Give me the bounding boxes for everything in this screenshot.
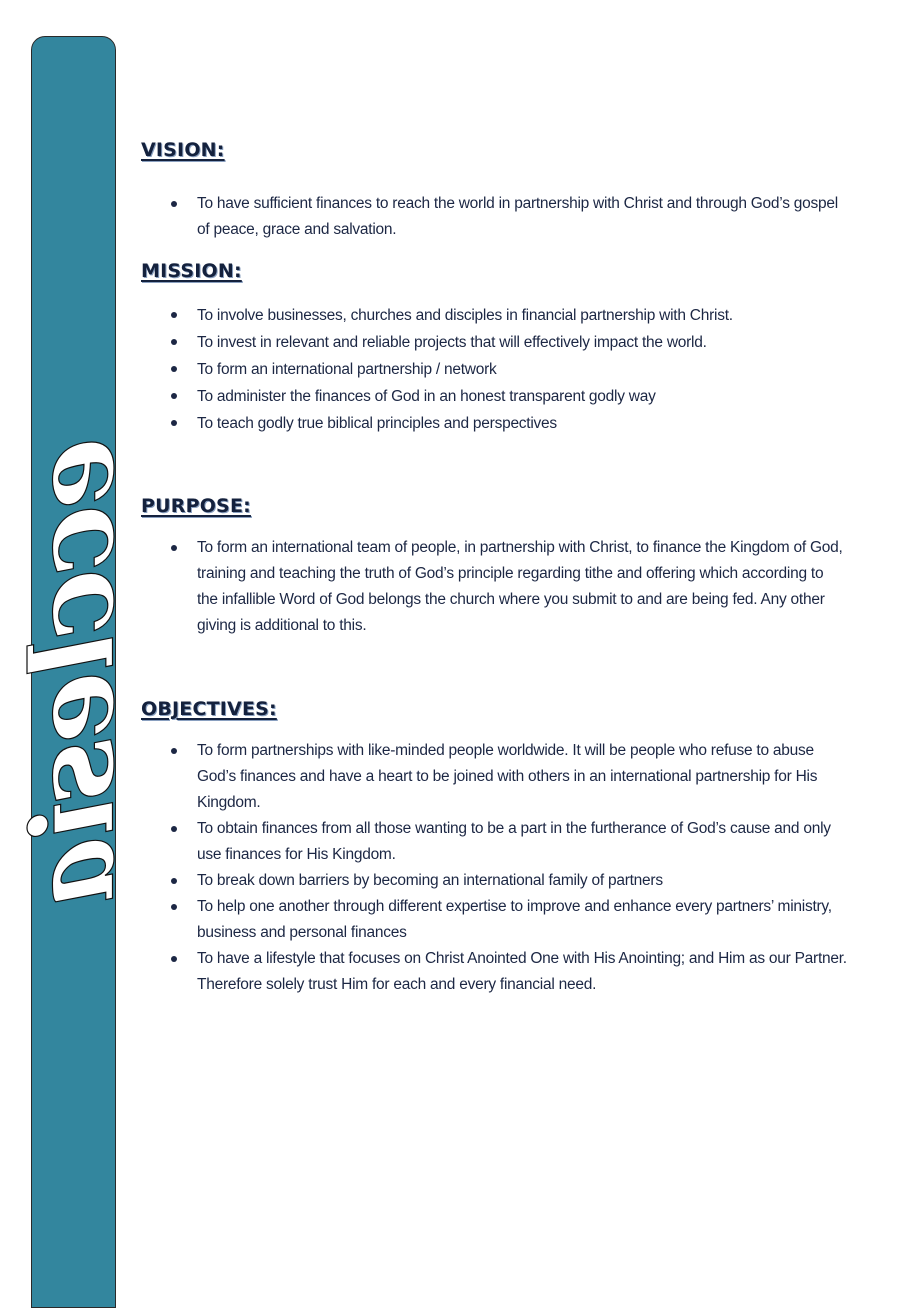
vision-section: [141, 139, 861, 243]
purpose-section: [141, 495, 861, 639]
list-item: To form an international partnership / network: [141, 356, 847, 383]
purpose-heading: PURPOSE:: [141, 495, 251, 517]
list-item: To help one another through different expertise to improve and enhance every partners’ ministry, business and personal finances: [141, 894, 847, 946]
objectives-heading: OBJECTIVES:: [141, 698, 277, 720]
list-item: To have sufficient finances to reach the world in partnership with Christ and through God’s gospel of peace, grace and salvation.: [141, 191, 847, 243]
list-item: To form an international team of people, in partnership with Christ, to finance the Kingdom of God, training and teaching the truth of God’s principle regarding tithe and offering which according to the infallible Word of God belongs the church where you submit to and are being fed. Any other giving is additional to this.: [141, 535, 847, 639]
list-item: To form partnerships with like-minded people worldwide. It will be people who refuse to abuse God’s finances and have a heart to be joined with others in an international partnership for His Kingdom.: [141, 738, 847, 816]
list-item: To invest in relevant and reliable projects that will effectively impact the world.: [141, 329, 847, 356]
sidebar-wordart-logo: ecclesia: [8, 438, 139, 906]
decorative-sidebar: [8, 36, 139, 1308]
list-item: To have a lifestyle that focuses on Christ Anointed One with His Anointing; and Him as our Partner. Therefore solely trust Him for each and every financial need.: [141, 946, 847, 998]
mission-section: [141, 260, 861, 437]
list-item: To teach godly true biblical principles and perspectives: [141, 410, 847, 437]
mission-heading: MISSION:: [141, 260, 242, 282]
list-item: To involve businesses, churches and disciples in financial partnership with Christ.: [141, 302, 847, 329]
objectives-section: [141, 698, 861, 998]
list-item: To administer the finances of God in an honest transparent godly way: [141, 383, 847, 410]
list-item: To break down barriers by becoming an international family of partners: [141, 868, 847, 894]
list-item: To obtain finances from all those wanting to be a part in the furtherance of God’s cause and only use finances for His Kingdom.: [141, 816, 847, 868]
vision-heading: VISION:: [141, 139, 225, 161]
